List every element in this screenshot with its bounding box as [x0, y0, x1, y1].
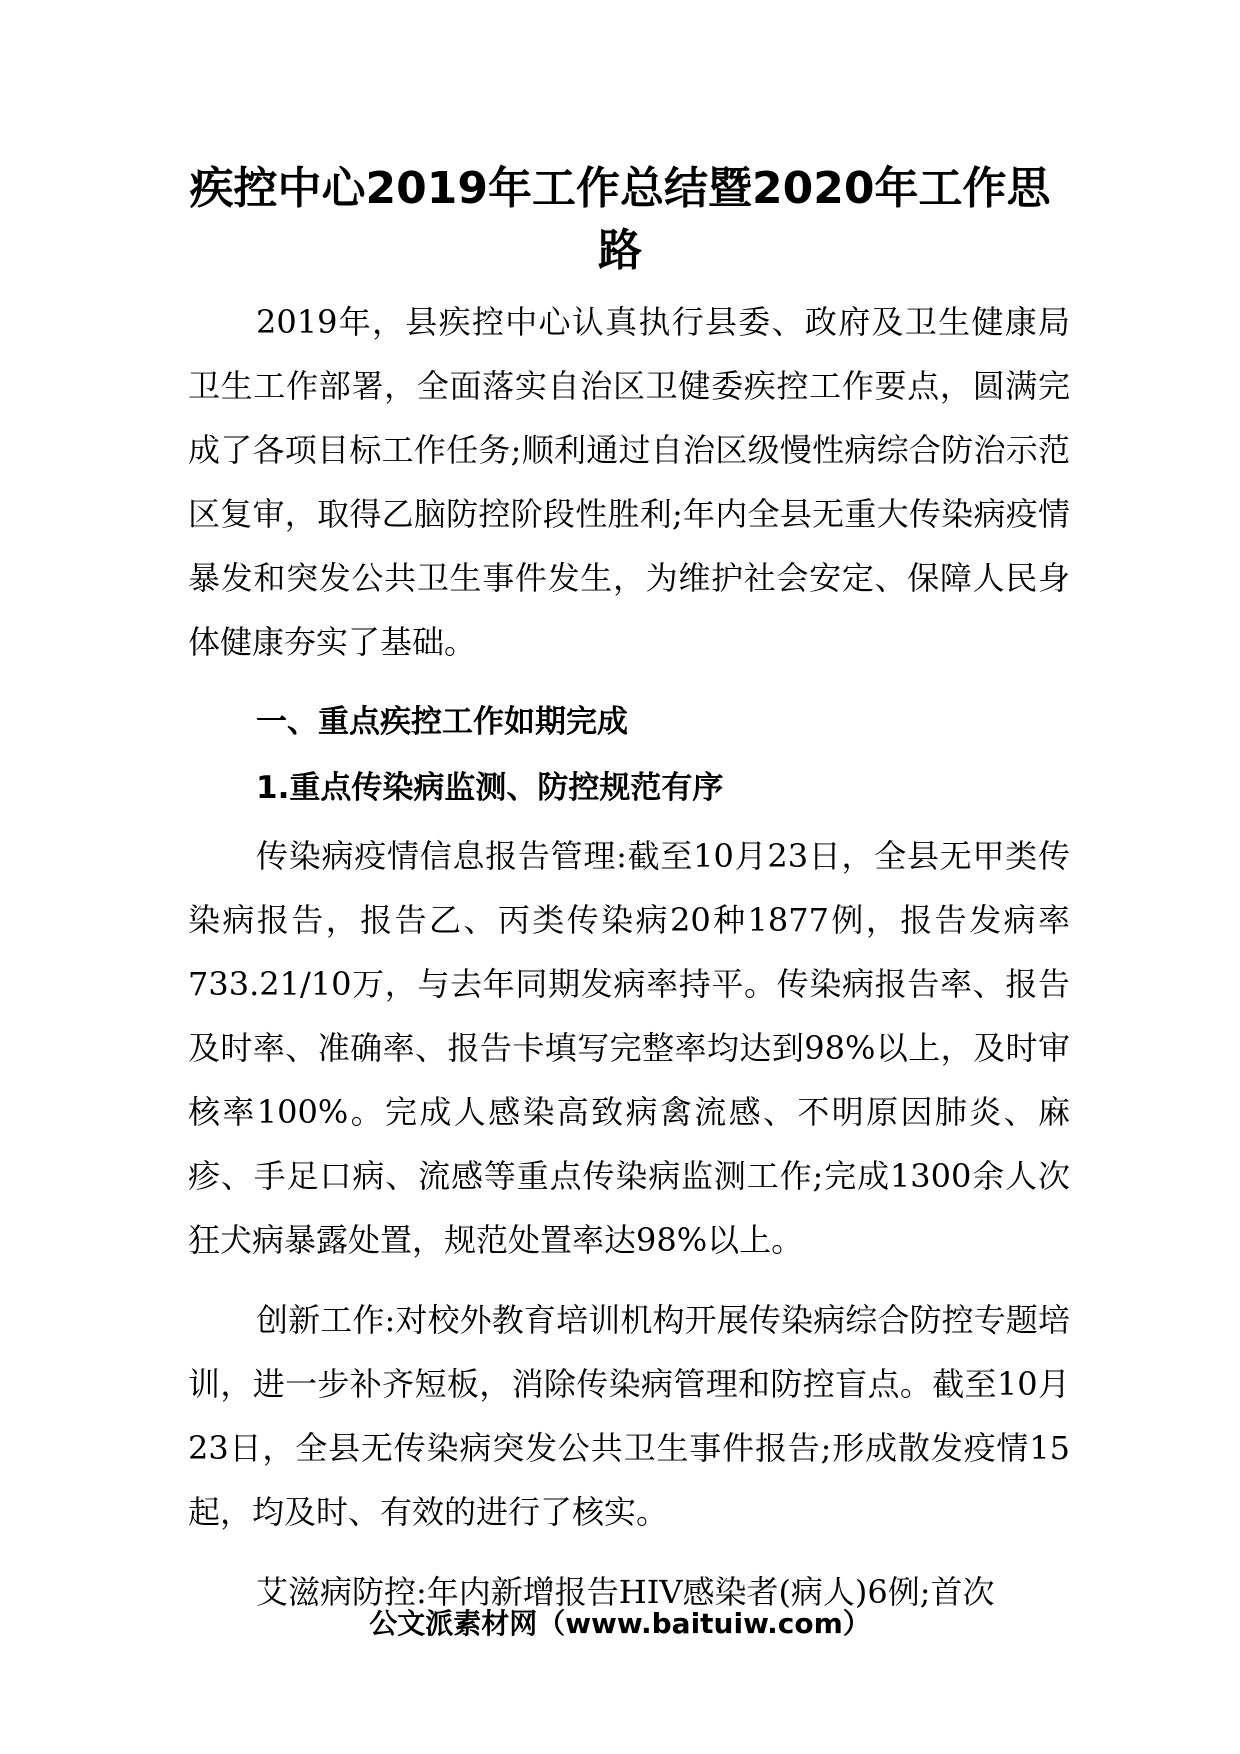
document-body	[188, 290, 1070, 1640]
subsection-heading: 1.重点传染病监测、防控规范有序	[256, 770, 724, 806]
innovation-paragraph: 创新工作:对校外教育培训机构开展传染病综合防控专题培训，进一步补齐短板，消除传染病管理和防控盲点。截至10月23日，全县无传染病突发公共卫生事件报告;形成散发疫情15起，均及时、有效的进行了核实。	[188, 1301, 1070, 1531]
footer-source: 公文派素材网（www.baituiw.com）	[369, 1607, 871, 1640]
document-title: 疾控中心2019年工作总结暨2020年工作思路	[189, 163, 1051, 276]
intro-paragraph: 2019年，县疾控中心认真执行县委、政府及卫生健康局卫生工作部署，全面落实自治区卫健委疾控工作要点，圆满完成了各项目标工作任务;顺利通过自治区级慢性病综合防治示范区复审，取得乙脑防控阶段性胜利;年内全县无重大传染病疫情暴发和突发公共卫生事件发生，为维护社会安定、保障人民身体健康夯实了基础。	[188, 303, 1070, 661]
section-heading: 一、重点疾控工作如期完成	[256, 704, 628, 740]
aids-paragraph: 艾滋病防控:年内新增报告HIV感染者(病人)6例;首次	[256, 1573, 995, 1611]
reporting-paragraph: 传染病疫情信息报告管理:截至10月23日，全县无甲类传染病报告，报告乙、丙类传染病20种1877例，报告发病率733.21/10万，与去年同期发病率持平。传染病报告率、报告及时率、准确率、报告卡填写完整率均达到98%以上，及时审核率100%。完成人感染高致病禽流感、不明原因肺炎、麻疹、手足口病、流感等重点传染病监测工作;完成1300余人次狂犬病暴露处置，规范处置率达98%以上。	[188, 837, 1070, 1259]
